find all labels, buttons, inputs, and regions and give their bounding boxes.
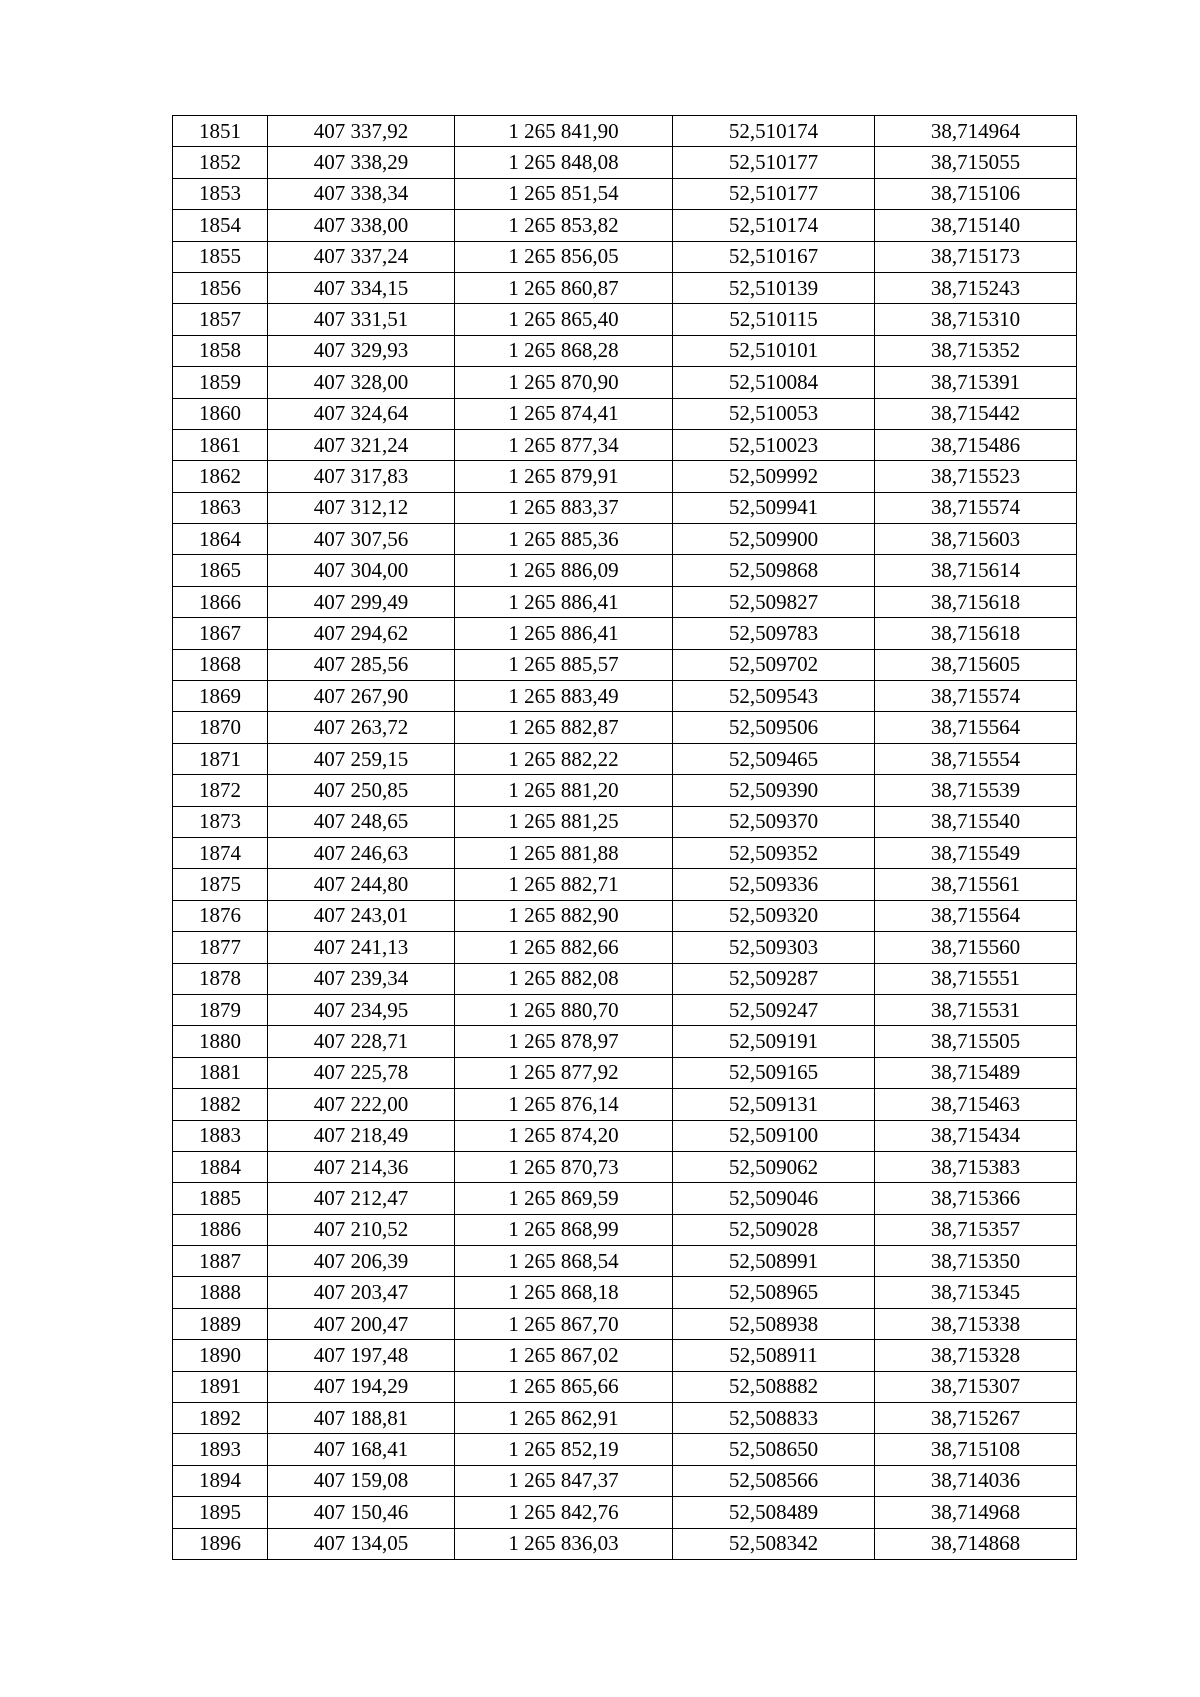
latitude-cell: 52,508991 — [673, 1246, 875, 1277]
longitude-cell: 38,715523 — [875, 461, 1077, 492]
longitude-cell: 38,715531 — [875, 994, 1077, 1025]
y-coordinate-cell: 1 265 874,20 — [455, 1120, 673, 1151]
latitude-cell: 52,508911 — [673, 1340, 875, 1371]
x-coordinate-cell: 407 263,72 — [268, 712, 455, 743]
longitude-cell: 38,715561 — [875, 869, 1077, 900]
y-coordinate-cell: 1 265 860,87 — [455, 272, 673, 303]
point-number-cell: 1852 — [173, 147, 268, 178]
table-row — [173, 586, 1077, 617]
y-coordinate-cell: 1 265 862,91 — [455, 1403, 673, 1434]
x-coordinate-cell: 407 324,64 — [268, 398, 455, 429]
y-coordinate-cell: 1 265 881,20 — [455, 775, 673, 806]
table-row — [173, 178, 1077, 209]
table-row — [173, 1120, 1077, 1151]
longitude-cell: 38,714968 — [875, 1497, 1077, 1528]
table-row — [173, 1089, 1077, 1120]
table-row — [173, 1246, 1077, 1277]
x-coordinate-cell: 407 294,62 — [268, 618, 455, 649]
table-row — [173, 147, 1077, 178]
point-number-cell: 1863 — [173, 492, 268, 523]
latitude-cell: 52,510167 — [673, 241, 875, 272]
x-coordinate-cell: 407 188,81 — [268, 1403, 455, 1434]
latitude-cell: 52,509352 — [673, 837, 875, 868]
x-coordinate-cell: 407 194,29 — [268, 1371, 455, 1402]
point-number-cell: 1858 — [173, 335, 268, 366]
x-coordinate-cell: 407 228,71 — [268, 1026, 455, 1057]
latitude-cell: 52,509247 — [673, 994, 875, 1025]
table-row — [173, 367, 1077, 398]
y-coordinate-cell: 1 265 847,37 — [455, 1465, 673, 1496]
point-number-cell: 1886 — [173, 1214, 268, 1245]
point-number-cell: 1854 — [173, 210, 268, 241]
point-number-cell: 1887 — [173, 1246, 268, 1277]
latitude-cell: 52,509783 — [673, 618, 875, 649]
table-row — [173, 398, 1077, 429]
table-row — [173, 1434, 1077, 1465]
table-row — [173, 1057, 1077, 1088]
x-coordinate-cell: 407 329,93 — [268, 335, 455, 366]
x-coordinate-cell: 407 203,47 — [268, 1277, 455, 1308]
table-row — [173, 649, 1077, 680]
latitude-cell: 52,508650 — [673, 1434, 875, 1465]
longitude-cell: 38,715505 — [875, 1026, 1077, 1057]
longitude-cell: 38,715540 — [875, 806, 1077, 837]
y-coordinate-cell: 1 265 883,37 — [455, 492, 673, 523]
latitude-cell: 52,509100 — [673, 1120, 875, 1151]
point-number-cell: 1861 — [173, 429, 268, 460]
y-coordinate-cell: 1 265 867,70 — [455, 1308, 673, 1339]
point-number-cell: 1865 — [173, 555, 268, 586]
longitude-cell: 38,714036 — [875, 1465, 1077, 1496]
y-coordinate-cell: 1 265 877,92 — [455, 1057, 673, 1088]
y-coordinate-cell: 1 265 868,99 — [455, 1214, 673, 1245]
y-coordinate-cell: 1 265 886,09 — [455, 555, 673, 586]
x-coordinate-cell: 407 134,05 — [268, 1528, 455, 1559]
table-row — [173, 681, 1077, 712]
x-coordinate-cell: 407 337,24 — [268, 241, 455, 272]
latitude-cell: 52,508833 — [673, 1403, 875, 1434]
x-coordinate-cell: 407 150,46 — [268, 1497, 455, 1528]
x-coordinate-cell: 407 338,29 — [268, 147, 455, 178]
table-row — [173, 932, 1077, 963]
table-row — [173, 806, 1077, 837]
longitude-cell: 38,715574 — [875, 681, 1077, 712]
longitude-cell: 38,715605 — [875, 649, 1077, 680]
table-row — [173, 1308, 1077, 1339]
latitude-cell: 52,508882 — [673, 1371, 875, 1402]
y-coordinate-cell: 1 265 842,76 — [455, 1497, 673, 1528]
point-number-cell: 1856 — [173, 272, 268, 303]
y-coordinate-cell: 1 265 882,08 — [455, 963, 673, 994]
point-number-cell: 1872 — [173, 775, 268, 806]
y-coordinate-cell: 1 265 882,87 — [455, 712, 673, 743]
latitude-cell: 52,509287 — [673, 963, 875, 994]
x-coordinate-cell: 407 244,80 — [268, 869, 455, 900]
table-row — [173, 304, 1077, 335]
y-coordinate-cell: 1 265 870,73 — [455, 1151, 673, 1182]
table-row — [173, 524, 1077, 555]
point-number-cell: 1896 — [173, 1528, 268, 1559]
longitude-cell: 38,715350 — [875, 1246, 1077, 1277]
x-coordinate-cell: 407 334,15 — [268, 272, 455, 303]
longitude-cell: 38,715243 — [875, 272, 1077, 303]
table-row — [173, 272, 1077, 303]
point-number-cell: 1871 — [173, 743, 268, 774]
table-row — [173, 1403, 1077, 1434]
point-number-cell: 1890 — [173, 1340, 268, 1371]
table-row — [173, 1371, 1077, 1402]
latitude-cell: 52,510177 — [673, 178, 875, 209]
point-number-cell: 1891 — [173, 1371, 268, 1402]
point-number-cell: 1893 — [173, 1434, 268, 1465]
table-row — [173, 241, 1077, 272]
y-coordinate-cell: 1 265 878,97 — [455, 1026, 673, 1057]
latitude-cell: 52,509062 — [673, 1151, 875, 1182]
point-number-cell: 1895 — [173, 1497, 268, 1528]
latitude-cell: 52,510177 — [673, 147, 875, 178]
table-row — [173, 492, 1077, 523]
table-row — [173, 869, 1077, 900]
latitude-cell: 52,509370 — [673, 806, 875, 837]
longitude-cell: 38,715434 — [875, 1120, 1077, 1151]
y-coordinate-cell: 1 265 882,71 — [455, 869, 673, 900]
latitude-cell: 52,509131 — [673, 1089, 875, 1120]
y-coordinate-cell: 1 265 881,25 — [455, 806, 673, 837]
longitude-cell: 38,715345 — [875, 1277, 1077, 1308]
y-coordinate-cell: 1 265 868,28 — [455, 335, 673, 366]
latitude-cell: 52,509941 — [673, 492, 875, 523]
longitude-cell: 38,715618 — [875, 618, 1077, 649]
y-coordinate-cell: 1 265 848,08 — [455, 147, 673, 178]
longitude-cell: 38,715560 — [875, 932, 1077, 963]
table-row — [173, 775, 1077, 806]
latitude-cell: 52,509165 — [673, 1057, 875, 1088]
coordinates-table — [172, 115, 1077, 1560]
x-coordinate-cell: 407 259,15 — [268, 743, 455, 774]
longitude-cell: 38,715551 — [875, 963, 1077, 994]
table-row — [173, 1528, 1077, 1559]
latitude-cell: 52,510053 — [673, 398, 875, 429]
y-coordinate-cell: 1 265 865,40 — [455, 304, 673, 335]
longitude-cell: 38,715352 — [875, 335, 1077, 366]
latitude-cell: 52,509868 — [673, 555, 875, 586]
point-number-cell: 1869 — [173, 681, 268, 712]
longitude-cell: 38,715564 — [875, 712, 1077, 743]
y-coordinate-cell: 1 265 885,36 — [455, 524, 673, 555]
x-coordinate-cell: 407 285,56 — [268, 649, 455, 680]
longitude-cell: 38,715603 — [875, 524, 1077, 555]
y-coordinate-cell: 1 265 886,41 — [455, 618, 673, 649]
latitude-cell: 52,510101 — [673, 335, 875, 366]
point-number-cell: 1885 — [173, 1183, 268, 1214]
longitude-cell: 38,715310 — [875, 304, 1077, 335]
latitude-cell: 52,510023 — [673, 429, 875, 460]
latitude-cell: 52,509992 — [673, 461, 875, 492]
y-coordinate-cell: 1 265 877,34 — [455, 429, 673, 460]
longitude-cell: 38,715539 — [875, 775, 1077, 806]
coordinates-table-body — [173, 116, 1077, 1560]
x-coordinate-cell: 407 200,47 — [268, 1308, 455, 1339]
table-row — [173, 1151, 1077, 1182]
y-coordinate-cell: 1 265 852,19 — [455, 1434, 673, 1465]
y-coordinate-cell: 1 265 868,54 — [455, 1246, 673, 1277]
point-number-cell: 1883 — [173, 1120, 268, 1151]
x-coordinate-cell: 407 214,36 — [268, 1151, 455, 1182]
y-coordinate-cell: 1 265 882,66 — [455, 932, 673, 963]
y-coordinate-cell: 1 265 879,91 — [455, 461, 673, 492]
table-row — [173, 994, 1077, 1025]
point-number-cell: 1867 — [173, 618, 268, 649]
x-coordinate-cell: 407 312,12 — [268, 492, 455, 523]
x-coordinate-cell: 407 210,52 — [268, 1214, 455, 1245]
latitude-cell: 52,509390 — [673, 775, 875, 806]
latitude-cell: 52,509702 — [673, 649, 875, 680]
point-number-cell: 1868 — [173, 649, 268, 680]
x-coordinate-cell: 407 206,39 — [268, 1246, 455, 1277]
point-number-cell: 1876 — [173, 900, 268, 931]
x-coordinate-cell: 407 321,24 — [268, 429, 455, 460]
latitude-cell: 52,508938 — [673, 1308, 875, 1339]
x-coordinate-cell: 407 212,47 — [268, 1183, 455, 1214]
longitude-cell: 38,715554 — [875, 743, 1077, 774]
x-coordinate-cell: 407 250,85 — [268, 775, 455, 806]
y-coordinate-cell: 1 265 870,90 — [455, 367, 673, 398]
x-coordinate-cell: 407 222,00 — [268, 1089, 455, 1120]
y-coordinate-cell: 1 265 868,18 — [455, 1277, 673, 1308]
longitude-cell: 38,715267 — [875, 1403, 1077, 1434]
x-coordinate-cell: 407 328,00 — [268, 367, 455, 398]
y-coordinate-cell: 1 265 886,41 — [455, 586, 673, 617]
longitude-cell: 38,715442 — [875, 398, 1077, 429]
point-number-cell: 1881 — [173, 1057, 268, 1088]
point-number-cell: 1892 — [173, 1403, 268, 1434]
longitude-cell: 38,715140 — [875, 210, 1077, 241]
table-row — [173, 555, 1077, 586]
longitude-cell: 38,715614 — [875, 555, 1077, 586]
x-coordinate-cell: 407 307,56 — [268, 524, 455, 555]
y-coordinate-cell: 1 265 836,03 — [455, 1528, 673, 1559]
x-coordinate-cell: 407 304,00 — [268, 555, 455, 586]
x-coordinate-cell: 407 248,65 — [268, 806, 455, 837]
point-number-cell: 1894 — [173, 1465, 268, 1496]
table-row — [173, 1026, 1077, 1057]
point-number-cell: 1864 — [173, 524, 268, 555]
table-row — [173, 743, 1077, 774]
table-row — [173, 1183, 1077, 1214]
longitude-cell: 38,715173 — [875, 241, 1077, 272]
table-row — [173, 837, 1077, 868]
longitude-cell: 38,715338 — [875, 1308, 1077, 1339]
point-number-cell: 1860 — [173, 398, 268, 429]
y-coordinate-cell: 1 265 883,49 — [455, 681, 673, 712]
point-number-cell: 1888 — [173, 1277, 268, 1308]
x-coordinate-cell: 407 331,51 — [268, 304, 455, 335]
longitude-cell: 38,715574 — [875, 492, 1077, 523]
latitude-cell: 52,509827 — [673, 586, 875, 617]
latitude-cell: 52,509900 — [673, 524, 875, 555]
latitude-cell: 52,509046 — [673, 1183, 875, 1214]
point-number-cell: 1880 — [173, 1026, 268, 1057]
y-coordinate-cell: 1 265 876,14 — [455, 1089, 673, 1120]
x-coordinate-cell: 407 168,41 — [268, 1434, 455, 1465]
latitude-cell: 52,509336 — [673, 869, 875, 900]
x-coordinate-cell: 407 159,08 — [268, 1465, 455, 1496]
latitude-cell: 52,510139 — [673, 272, 875, 303]
point-number-cell: 1873 — [173, 806, 268, 837]
table-row — [173, 429, 1077, 460]
latitude-cell: 52,509465 — [673, 743, 875, 774]
longitude-cell: 38,715383 — [875, 1151, 1077, 1182]
longitude-cell: 38,715307 — [875, 1371, 1077, 1402]
latitude-cell: 52,509191 — [673, 1026, 875, 1057]
point-number-cell: 1857 — [173, 304, 268, 335]
y-coordinate-cell: 1 265 885,57 — [455, 649, 673, 680]
point-number-cell: 1859 — [173, 367, 268, 398]
y-coordinate-cell: 1 265 853,82 — [455, 210, 673, 241]
table-row — [173, 712, 1077, 743]
x-coordinate-cell: 407 338,00 — [268, 210, 455, 241]
longitude-cell: 38,715618 — [875, 586, 1077, 617]
longitude-cell: 38,715564 — [875, 900, 1077, 931]
latitude-cell: 52,510084 — [673, 367, 875, 398]
point-number-cell: 1874 — [173, 837, 268, 868]
x-coordinate-cell: 407 225,78 — [268, 1057, 455, 1088]
latitude-cell: 52,508342 — [673, 1528, 875, 1559]
x-coordinate-cell: 407 197,48 — [268, 1340, 455, 1371]
table-row — [173, 210, 1077, 241]
point-number-cell: 1884 — [173, 1151, 268, 1182]
longitude-cell: 38,714868 — [875, 1528, 1077, 1559]
latitude-cell: 52,508566 — [673, 1465, 875, 1496]
longitude-cell: 38,715463 — [875, 1089, 1077, 1120]
y-coordinate-cell: 1 265 882,90 — [455, 900, 673, 931]
y-coordinate-cell: 1 265 841,90 — [455, 116, 673, 147]
y-coordinate-cell: 1 265 851,54 — [455, 178, 673, 209]
x-coordinate-cell: 407 267,90 — [268, 681, 455, 712]
longitude-cell: 38,715549 — [875, 837, 1077, 868]
latitude-cell: 52,510174 — [673, 210, 875, 241]
longitude-cell: 38,715366 — [875, 1183, 1077, 1214]
point-number-cell: 1878 — [173, 963, 268, 994]
x-coordinate-cell: 407 218,49 — [268, 1120, 455, 1151]
point-number-cell: 1853 — [173, 178, 268, 209]
longitude-cell: 38,714964 — [875, 116, 1077, 147]
table-row — [173, 461, 1077, 492]
latitude-cell: 52,508965 — [673, 1277, 875, 1308]
table-row — [173, 1214, 1077, 1245]
y-coordinate-cell: 1 265 856,05 — [455, 241, 673, 272]
y-coordinate-cell: 1 265 867,02 — [455, 1340, 673, 1371]
point-number-cell: 1851 — [173, 116, 268, 147]
longitude-cell: 38,715106 — [875, 178, 1077, 209]
latitude-cell: 52,509028 — [673, 1214, 875, 1245]
x-coordinate-cell: 407 317,83 — [268, 461, 455, 492]
point-number-cell: 1855 — [173, 241, 268, 272]
point-number-cell: 1889 — [173, 1308, 268, 1339]
table-row — [173, 1340, 1077, 1371]
table-row — [173, 900, 1077, 931]
latitude-cell: 52,510115 — [673, 304, 875, 335]
longitude-cell: 38,715489 — [875, 1057, 1077, 1088]
x-coordinate-cell: 407 338,34 — [268, 178, 455, 209]
table-row — [173, 618, 1077, 649]
table-row — [173, 335, 1077, 366]
y-coordinate-cell: 1 265 869,59 — [455, 1183, 673, 1214]
longitude-cell: 38,715486 — [875, 429, 1077, 460]
x-coordinate-cell: 407 299,49 — [268, 586, 455, 617]
x-coordinate-cell: 407 243,01 — [268, 900, 455, 931]
table-row — [173, 1465, 1077, 1496]
table-row — [173, 1497, 1077, 1528]
longitude-cell: 38,715055 — [875, 147, 1077, 178]
y-coordinate-cell: 1 265 882,22 — [455, 743, 673, 774]
longitude-cell: 38,715108 — [875, 1434, 1077, 1465]
latitude-cell: 52,509320 — [673, 900, 875, 931]
latitude-cell: 52,508489 — [673, 1497, 875, 1528]
table-row — [173, 116, 1077, 147]
point-number-cell: 1877 — [173, 932, 268, 963]
point-number-cell: 1866 — [173, 586, 268, 617]
y-coordinate-cell: 1 265 881,88 — [455, 837, 673, 868]
x-coordinate-cell: 407 234,95 — [268, 994, 455, 1025]
latitude-cell: 52,510174 — [673, 116, 875, 147]
y-coordinate-cell: 1 265 880,70 — [455, 994, 673, 1025]
point-number-cell: 1875 — [173, 869, 268, 900]
y-coordinate-cell: 1 265 865,66 — [455, 1371, 673, 1402]
table-row — [173, 963, 1077, 994]
x-coordinate-cell: 407 337,92 — [268, 116, 455, 147]
longitude-cell: 38,715391 — [875, 367, 1077, 398]
longitude-cell: 38,715357 — [875, 1214, 1077, 1245]
longitude-cell: 38,715328 — [875, 1340, 1077, 1371]
y-coordinate-cell: 1 265 874,41 — [455, 398, 673, 429]
x-coordinate-cell: 407 246,63 — [268, 837, 455, 868]
latitude-cell: 52,509506 — [673, 712, 875, 743]
point-number-cell: 1870 — [173, 712, 268, 743]
latitude-cell: 52,509543 — [673, 681, 875, 712]
point-number-cell: 1879 — [173, 994, 268, 1025]
x-coordinate-cell: 407 241,13 — [268, 932, 455, 963]
x-coordinate-cell: 407 239,34 — [268, 963, 455, 994]
latitude-cell: 52,509303 — [673, 932, 875, 963]
table-row — [173, 1277, 1077, 1308]
point-number-cell: 1882 — [173, 1089, 268, 1120]
point-number-cell: 1862 — [173, 461, 268, 492]
